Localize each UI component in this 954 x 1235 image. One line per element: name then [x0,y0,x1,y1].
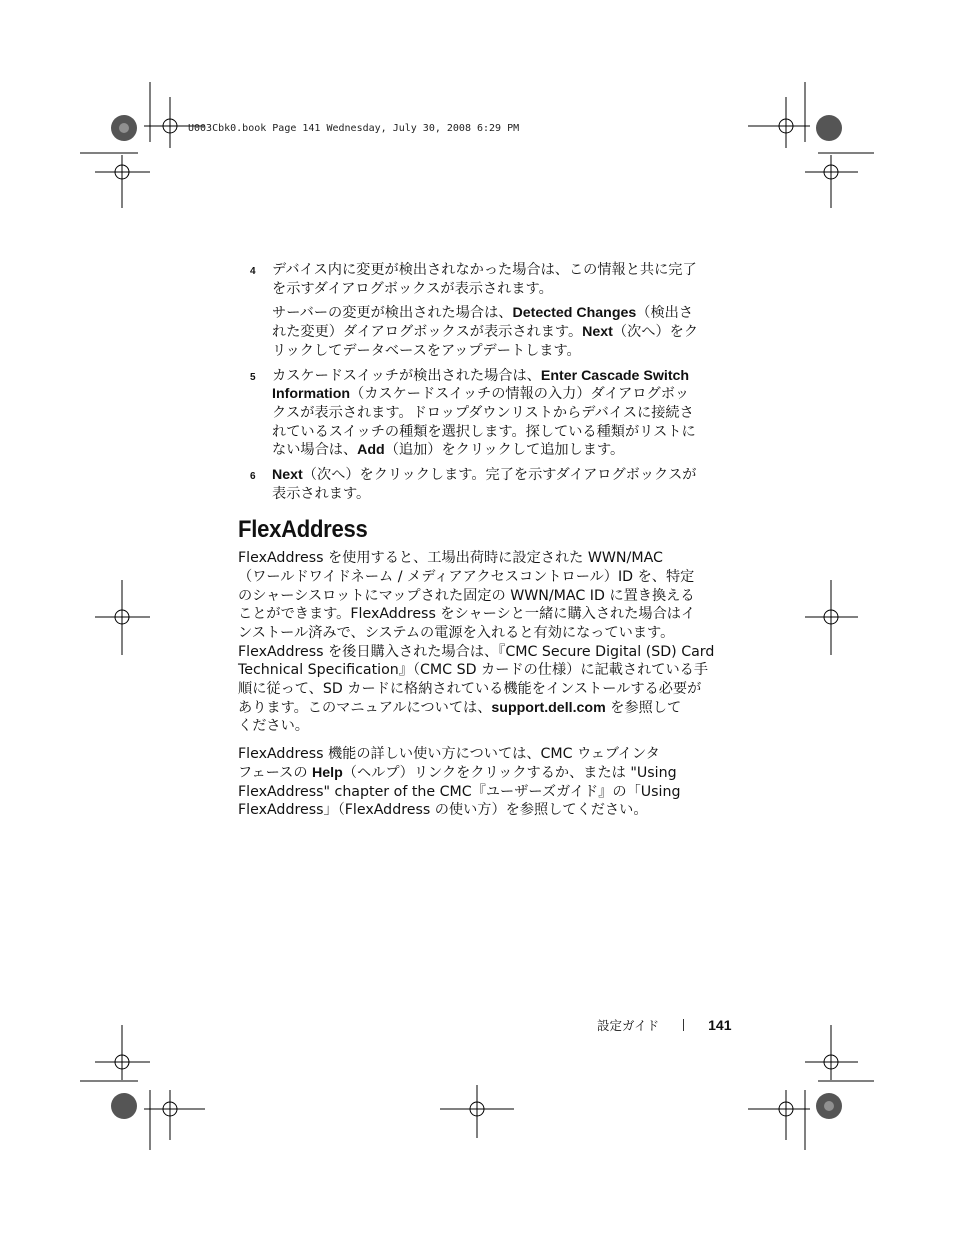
section-paragraph-1: FlexAddress を使用すると、工場出荷時に設定された WWN/MAC （ワールドワイドネーム / メディアアクセスコントロール）ID を、特定 のシャーシスロットにマップされた固定の WWN/MAC ID に置き換える ことができます。FlexAddress をシャーシと一緒に購入された場合はイ ンストール済みで、システムの電源を入れると有効になっています。 FlexAddress を後日購入された場合は、『CMC Secure Digital (SD) Card Technical Specification』（CMC SD カードの仕様）に記載されている手 順に従って、SD カードに格納されている機能をインストールする必要が あります。このマニュアルについては、support.dell.com を参照して ください。 [238,550,715,735]
page-footer [597,1016,732,1034]
footer-guide-label: 設定ガイド [597,1018,660,1033]
step-number: 6 [250,471,256,483]
page-number: 141 [708,1017,732,1033]
step-subtext: サーバーの変更が検出された場合は、Detected Changes（検出さ れた変更）ダイアログボックスが表示されます。Next（次へ）をク リックしてデータベースをアップデートします。 [272,305,699,359]
step-text: Next（次へ）をクリックします。完了を示すダイアログボックスが 表示されます。 [272,467,697,502]
step-number: 5 [250,371,256,383]
print-header-info: U003Cbk0.book Page 141 Wednesday, July 30, 2008 6:29 PM [188,123,520,134]
support-link: support.dell.com [491,699,606,716]
page-content [238,261,734,829]
step-text: デバイス内に変更が検出されなかった場合は、この情報と共に完了 を示すダイアログボックスが表示されます。 [272,262,697,297]
section-heading: FlexAddress [238,516,368,544]
step-text: カスケードスイッチが検出された場合は、Enter Cascade Switch Information（カスケードスイッチの情報の入力）ダイアログボッ クスが表示されます。ドロップダウンリストからデバイスに接続さ れているスイッチの種類を選択します。探している種類がリストに ない場合は、Add（追加）をクリックして追加します。 [272,367,696,459]
step-6 [238,466,734,503]
step-4 [238,261,734,361]
footer-separator [683,1019,684,1031]
section-paragraph-2: FlexAddress 機能の詳しい使い方については、CMC ウェブインタ フェースの Help（ヘルプ）リンクをクリックするか、または "Using FlexAddress" chapter of the CMC『ユーザーズガイド』の「Using FlexAddress」（FlexAddress の使い方）を参照してください。 [238,746,681,819]
step-number: 4 [250,266,256,277]
step-5 [238,367,734,461]
